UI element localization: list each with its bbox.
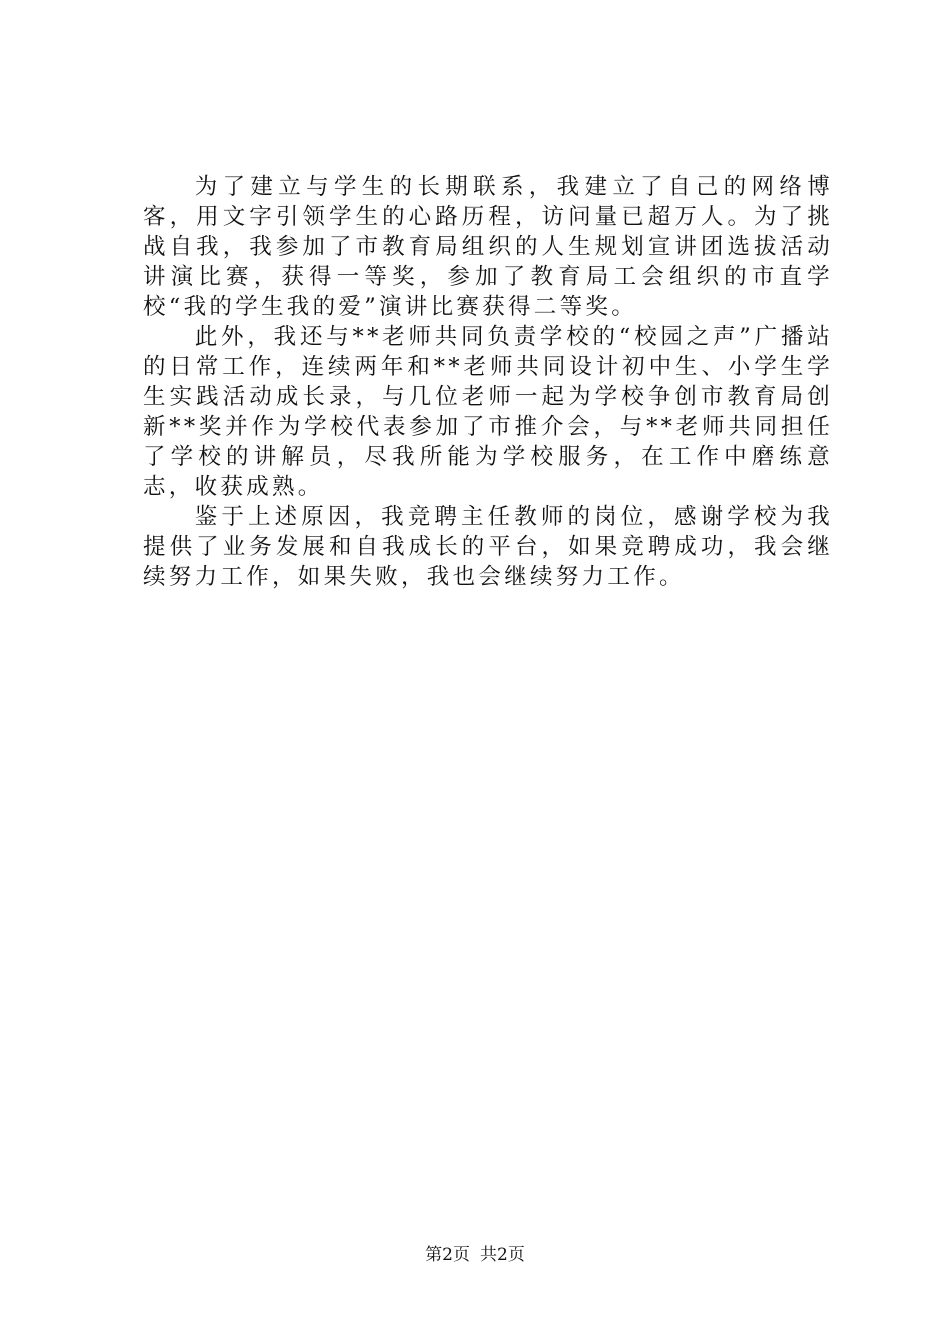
page-footer: [0, 1245, 950, 1265]
page-number-total: 共2页: [480, 1245, 525, 1265]
paragraph-3: 鉴于上述原因，我竞聘主任教师的岗位，感谢学校为我提供了业务发展和自我成长的平台，如果竞聘成功，我会继续努力工作，如果失败，我也会继续努力工作。: [143, 504, 833, 590]
paragraph-1: 为了建立与学生的长期联系，我建立了自己的网络博客，用文字引领学生的心路历程，访问量已超万人。为了挑战自我，我参加了市教育局组织的人生规划宣讲团选拔活动讲演比赛，获得一等奖，参加了教育局工会组织的市直学校“我的学生我的爱”演讲比赛获得二等奖。: [143, 174, 833, 320]
document-body: [143, 172, 833, 592]
paragraph-2: 此外，我还与**老师共同负责学校的“校园之声”广播站的日常工作，连续两年和**老师共同设计初中生、小学生学生实践活动成长录，与几位老师一起为学校争创市教育局创新**奖并作为学校代表参加了市推介会，与**老师共同担任了学校的讲解员，尽我所能为学校服务，在工作中磨练意志，收获成熟。: [143, 324, 833, 500]
page-number-current: 第2页: [425, 1245, 470, 1265]
